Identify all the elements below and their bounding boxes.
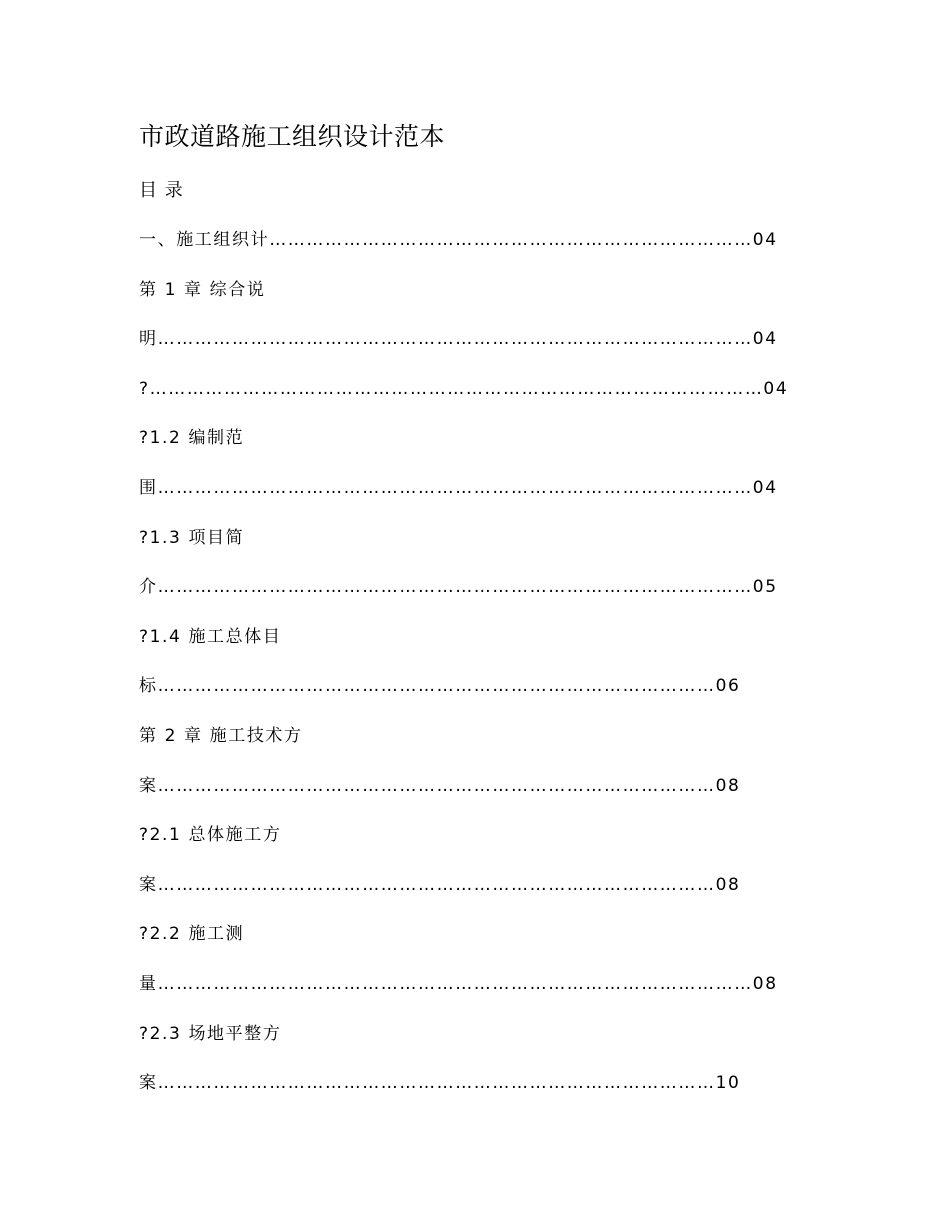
toc-line: 量……………………………………………………………………………………08 xyxy=(139,973,778,994)
toc-line: 案………………………………………………………………………………08 xyxy=(139,775,741,796)
toc-line: 围……………………………………………………………………………………04 xyxy=(139,477,778,498)
toc-line: ?2.3 场地平整方 xyxy=(139,1023,282,1044)
toc-line: ?1.2 编制范 xyxy=(139,428,245,449)
toc-line: ?2.2 施工测 xyxy=(139,924,245,945)
toc-line: 案………………………………………………………………………………10 xyxy=(139,1073,741,1094)
toc-line: ?1.3 项目简 xyxy=(139,527,245,548)
toc-line: 案………………………………………………………………………………08 xyxy=(139,874,741,895)
toc-line: ?1.4 施工总体目 xyxy=(139,626,282,647)
toc-line: 介……………………………………………………………………………………05 xyxy=(139,577,778,598)
toc-line: 标………………………………………………………………………………06 xyxy=(139,676,741,697)
toc-line: 第 2 章 施工技术方 xyxy=(139,725,303,746)
toc-line: ?2.1 总体施工方 xyxy=(139,825,282,846)
document-title: 市政道路施工组织设计范本 xyxy=(139,122,446,151)
toc-line: ?………………………………………………………………………………………04 xyxy=(139,378,789,399)
table-of-contents xyxy=(139,226,839,1119)
toc-line: 一、施工组织计……………………………………………………………………04 xyxy=(139,230,778,250)
toc-heading: 目 录 xyxy=(139,180,184,201)
toc-line: 第 1 章 综合说 xyxy=(139,279,266,300)
toc-line: 明……………………………………………………………………………………04 xyxy=(139,329,778,350)
